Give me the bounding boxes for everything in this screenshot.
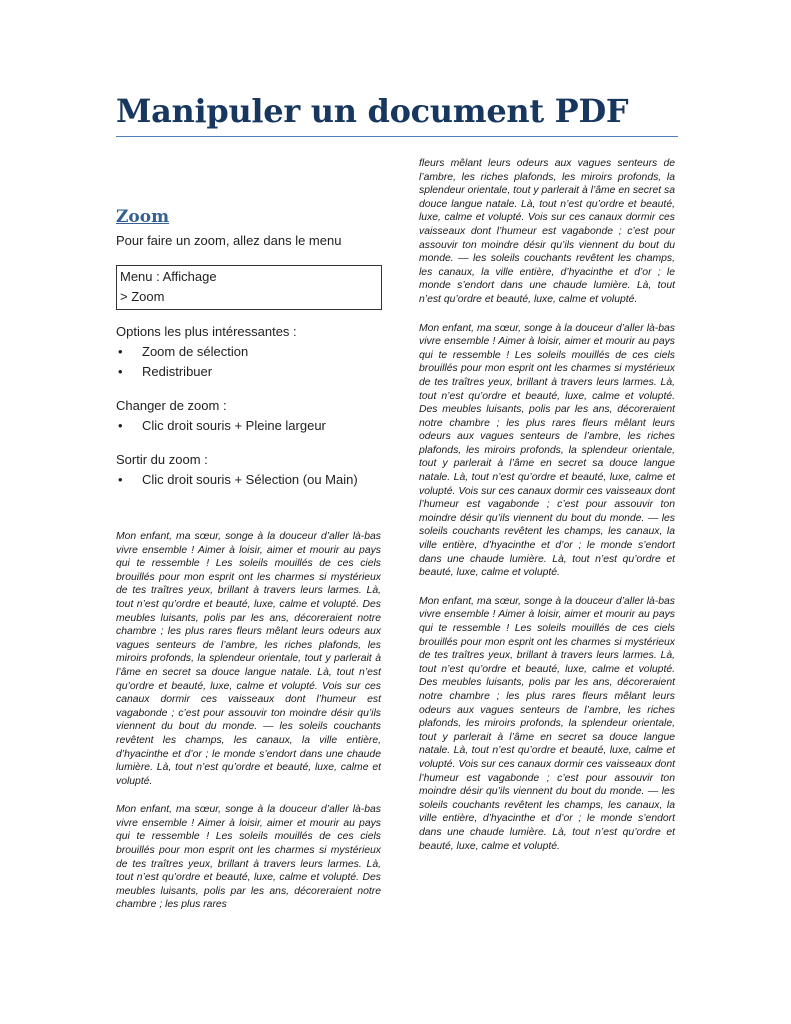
exit-zoom-group	[116, 450, 381, 490]
change-zoom-group	[116, 396, 381, 436]
options-list	[116, 342, 381, 382]
page-title: Manipuler un document PDF	[116, 92, 678, 137]
change-zoom-list	[116, 416, 381, 436]
left-column	[116, 207, 381, 927]
menu-path-box	[116, 265, 382, 310]
change-zoom-label: Changer de zoom :	[116, 398, 227, 413]
intro-text: Pour faire un zoom, allez dans le menu	[116, 233, 342, 248]
list-item: • Zoom de sélection	[116, 342, 381, 362]
section-heading-zoom: Zoom	[116, 207, 170, 227]
options-label: Options les plus intéressantes :	[116, 324, 297, 339]
menu-path-line: Menu : Affichage	[120, 269, 217, 284]
list-item: • Clic droit souris + Pleine largeur	[116, 416, 381, 436]
list-item: • Clic droit souris + Sélection (ou Main)	[116, 470, 381, 490]
exit-zoom-label: Sortir du zoom :	[116, 452, 208, 467]
body-paragraph: Mon enfant, ma sœur, songe à la douceur d’aller là-bas vivre ensemble ! Aimer à loisir, aimer et mourir au pays qui te ressemble ! Les soleils mouillés de ces ciels brouillés pour mon esprit ont les charmes si mystérieux de tes traîtres yeux, brillant à travers leurs larmes. Là, tout n’est qu’ordre et beauté, luxe, calme et volupté. Des meubles luisants, polis par les ans, décoreraient notre chambre ; les plus rares	[116, 804, 381, 911]
options-group	[116, 322, 381, 382]
exit-zoom-list	[116, 470, 381, 490]
menu-path-line: > Zoom	[120, 289, 165, 304]
body-paragraph: fleurs mêlant leurs odeurs aux vagues senteurs de l’ambre, les riches plafonds, les miroirs profonds, la splendeur orientale, tout y parlerait à l’âme en secret sa douce langue natale. Là, tout n’est qu’ordre et beauté, luxe, calme et volupté. Vois sur ces canaux dormir ces vaisseaux dont l’humeur est vagabonde ; c’est pour assouvir ton moindre désir qu’ils viennent du bout du monde. — les soleils couchants revêtent les champs, les canaux, la ville entière, d’hyacinthe et d’or ; le monde s’endort dans une chaude lumière. Là, tout n’est qu’ordre et beauté, luxe, calme et volupté.	[419, 158, 675, 305]
body-paragraph: Mon enfant, ma sœur, songe à la douceur d’aller là-bas vivre ensemble ! Aimer à loisir, aimer et mourir au pays qui te ressemble ! Les soleils mouillés de ces ciels brouillés pour mon esprit ont les charmes si mystérieux de tes traîtres yeux, brillant à travers leurs larmes. Là, tout n’est qu’ordre et beauté, luxe, calme et volupté. Des meubles luisants, polis par les ans, décoreraient notre chambre ; les plus rares fleurs mêlant leurs odeurs aux vagues senteurs de l’ambre, les riches plafonds, les miroirs profonds, la splendeur orientale, tout y parlerait à l’âme en secret sa douce langue natale. Là, tout n’est qu’ordre et beauté, luxe, calme et volupté. Vois sur ces canaux dormir ces vaisseaux dont l’humeur est vagabonde ; c’est pour assouvir ton moindre désir qu’ils viennent du bout du monde. — les soleils couchants revêtent les champs, les canaux, la ville entière, d’hyacinthe et d’or ; le monde s’endort dans une chaude lumière. Là, tout n’est qu’ordre et beauté, luxe, calme et volupté.	[419, 322, 675, 579]
body-paragraph: Mon enfant, ma sœur, songe à la douceur d’aller là-bas vivre ensemble ! Aimer à loisir, aimer et mourir au pays qui te ressemble ! Les soleils mouillés de ces ciels brouillés pour mon esprit ont les charmes si mystérieux de tes traîtres yeux, brillant à travers leurs larmes. Là, tout n’est qu’ordre et beauté, luxe, calme et volupté. Des meubles luisants, polis par les ans, décoreraient notre chambre ; les plus rares fleurs mêlant leurs odeurs aux vagues senteurs de l’ambre, les riches plafonds, les miroirs profonds, la splendeur orientale, tout y parlerait à l’âme en secret sa douce langue natale. Là, tout n’est qu’ordre et beauté, luxe, calme et volupté. Vois sur ces canaux dormir ces vaisseaux dont l’humeur est vagabonde ; c’est pour assouvir ton moindre désir qu’ils viennent du bout du monde. — les soleils couchants revêtent les champs, les canaux, la ville entière, d’hyacinthe et d’or ; le monde s’endort dans une chaude lumière. Là, tout n’est qu’ordre et beauté, luxe, calme et volupté.	[116, 531, 381, 787]
list-item: • Redistribuer	[116, 362, 381, 382]
right-column	[419, 157, 675, 868]
body-paragraph: Mon enfant, ma sœur, songe à la douceur d’aller là-bas vivre ensemble ! Aimer à loisir, aimer et mourir au pays qui te ressemble ! Les soleils mouillés de ces ciels brouillés pour mon esprit ont les charmes si mystérieux de tes traîtres yeux, brillant à travers leurs larmes. Là, tout n’est qu’ordre et beauté, luxe, calme et volupté. Des meubles luisants, polis par les ans, décoreraient notre chambre ; les plus rares fleurs mêlant leurs odeurs aux vagues senteurs de l’ambre, les riches plafonds, les miroirs profonds, la splendeur orientale, tout y parlerait à l’âme en secret sa douce langue natale. Là, tout n’est qu’ordre et beauté, luxe, calme et volupté. Vois sur ces canaux dormir ces vaisseaux dont l’humeur est vagabonde ; c’est pour assouvir ton moindre désir qu’ils viennent du bout du monde. — les soleils couchants revêtent les champs, les canaux, la ville entière, d’hyacinthe et d’or ; le monde s’endort dans une chaude lumière. Là, tout n’est qu’ordre et beauté, luxe, calme et volupté.	[419, 595, 675, 852]
